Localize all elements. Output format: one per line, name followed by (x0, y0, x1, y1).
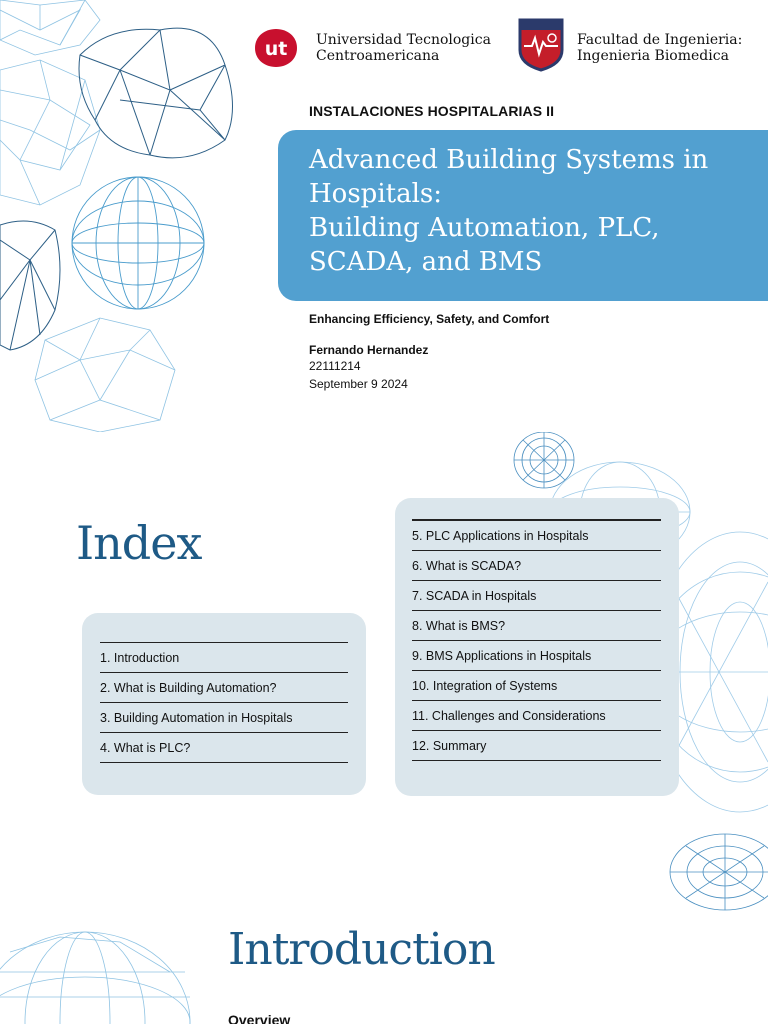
toc-item[interactable]: 5. PLC Applications in Hospitals (412, 521, 661, 551)
student-id: 22111214 (309, 359, 361, 373)
toc-item[interactable]: 2. What is Building Automation? (100, 673, 348, 703)
toc-item[interactable]: 7. SCADA in Hospitals (412, 581, 661, 611)
university-name (316, 32, 491, 64)
university-name-line-2: Centroamericana (316, 48, 440, 64)
author-name: Fernando Hernandez (309, 343, 429, 357)
toc-item[interactable]: 8. What is BMS? (412, 611, 661, 641)
toc-item[interactable]: 9. BMS Applications in Hospitals (412, 641, 661, 671)
toc-item[interactable]: 3. Building Automation in Hospitals (100, 703, 348, 733)
index-page (0, 432, 768, 912)
wireframe-decoration-icon (0, 0, 250, 432)
toc-item[interactable]: 1. Introduction (100, 643, 348, 673)
toc-list-left (100, 642, 348, 763)
toc-left-panel (82, 613, 366, 795)
toc-right-panel (395, 498, 679, 796)
university-name-line-1: Universidad Tecnologica (316, 32, 491, 48)
toc-item[interactable]: 10. Integration of Systems (412, 671, 661, 701)
faculty-name-line-1: Facultad de Ingenieria: (577, 32, 743, 48)
toc-list-right (412, 519, 661, 761)
wireframe-globe-decoration-icon (0, 912, 200, 1024)
toc-item[interactable]: 6. What is SCADA? (412, 551, 661, 581)
svg-text:ut: ut (264, 38, 288, 60)
toc-item[interactable]: 4. What is PLC? (100, 733, 348, 763)
title-line-3: Building Automation, PLC, (309, 213, 660, 243)
title-line-2: Hospitals: (309, 179, 442, 209)
toc-item[interactable]: 11. Challenges and Considerations (412, 701, 661, 731)
faculty-shield-logo-icon (514, 16, 568, 72)
title-line-1: Advanced Building Systems in (309, 145, 709, 175)
overview-heading: Overview (228, 1012, 291, 1024)
title-line-4: SCADA, and BMS (309, 247, 543, 277)
document-subtitle: Enhancing Efficiency, Safety, and Comfort (309, 312, 550, 326)
document-date: September 9 2024 (309, 377, 408, 391)
course-name: INSTALACIONES HOSPITALARIAS II (309, 103, 555, 119)
introduction-heading: Introduction (228, 924, 495, 975)
faculty-name (577, 32, 742, 64)
introduction-page (0, 912, 768, 1024)
university-logo-icon (254, 28, 298, 68)
index-heading: Index (76, 516, 202, 570)
cover-page (0, 0, 768, 432)
toc-item[interactable]: 12. Summary (412, 731, 661, 761)
faculty-name-line-2: Ingenieria Biomedica (577, 48, 729, 64)
document-title (309, 143, 759, 279)
